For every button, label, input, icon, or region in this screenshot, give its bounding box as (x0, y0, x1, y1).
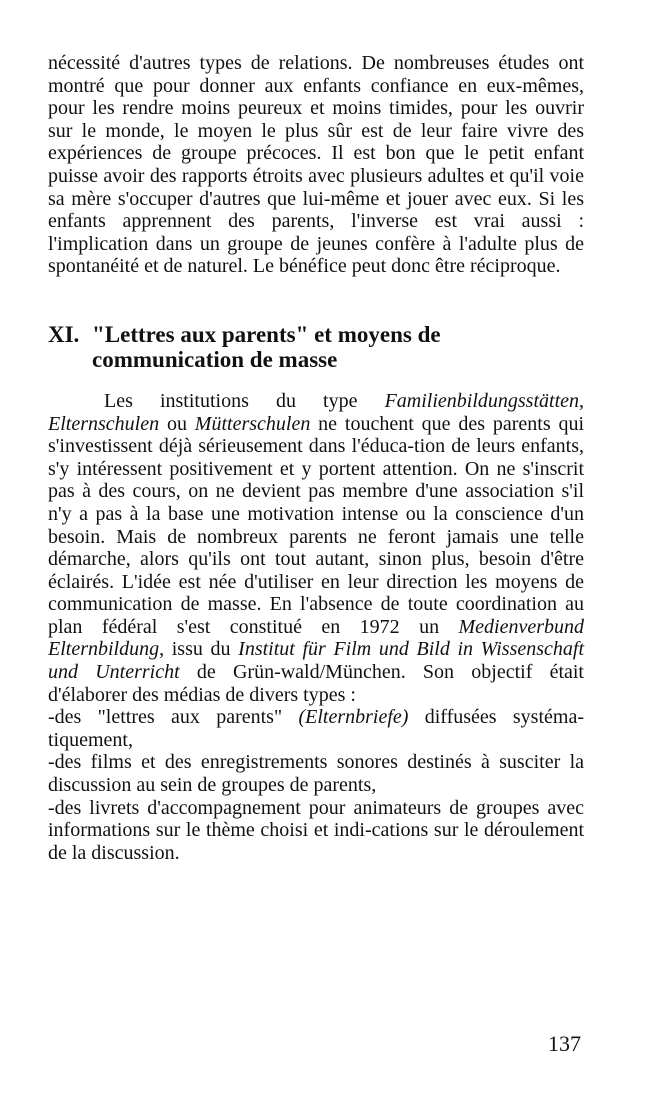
list-item-films: -des films et des enregistrements sonores destinés à susciter la discussion au sein de groupes de parents, (48, 751, 584, 797)
text-run: , (579, 389, 584, 412)
section-title (92, 322, 584, 372)
paragraph-institutions (48, 390, 584, 706)
italic-term: Mütterschulen (194, 412, 311, 435)
paragraph-intro: nécessité d'autres types de relations. De nombreuses études ont montré que pour donner aux enfants confiance en eux-mêmes, pour les rendre moins peureux et moins timides, pour les ouvrir sur le monde, le moyen le plus sûr est de leur faire vivre des expériences de groupe précoces. Il est bon que le petit enfant puisse avoir des rapports étroits avec plusieurs adultes et qu'il voie sa mère s'occuper d'autres que lui-même et jouer avec eux. Si les enfants apprennent des parents, l'inverse est vrai aussi : l'implication dans un groupe de jeunes confère à l'adulte plus de spontanéité et de naturel. Le bénéfice peut donc être réciproque. (48, 52, 584, 278)
italic-term: Institut für Film und Bild in Wissenschaft und Unterricht (48, 638, 584, 684)
text-run: -des "lettres aux parents" (48, 706, 299, 729)
italic-term: Medienverbund Elternbildung (48, 615, 584, 661)
text-run: ne touchent que des parents qui s'investissent déjà sérieusement dans l'éduca-tion de leurs enfants, s'y intéressent positivement et y portent attention. On ne s'inscrit pas à des cours, on ne devient pas membre d'une association s'il n'y a pas à la base une motivation intense ou la conscience d'un besoin. Mais de nombreux parents ne feront jamais une telle démarche, alors qu'ils ont tout autant, sinon plus, besoin d'être éclairés. L'idée est née d'utiliser en leur direction les moyens de communication de masse. En l'absence de toute coordination au plan fédéral s'est constitué en 1972 un (48, 412, 585, 638)
italic-term: Elternschulen (48, 412, 160, 435)
list-item-booklets: -des livrets d'accompagnement pour animateurs de groupes avec informations sur le thème choisi et indi-cations sur le déroulement de la discussion. (48, 796, 584, 864)
text-run: de Grün-wald/München. Son objectif était d'élaborer des médias de divers types : (48, 661, 584, 706)
text-run: ou (159, 412, 195, 435)
italic-term: (Elternbriefe) (298, 706, 409, 729)
text-run: , issu du (159, 638, 239, 661)
section-heading (48, 322, 584, 372)
section-title-line-2: communication de masse (92, 346, 338, 372)
section-number: XI. (48, 321, 80, 347)
list-item-letters (48, 706, 584, 751)
text-run: diffusées systéma-tiquement, (48, 706, 584, 751)
text-run: Les institutions du type (104, 389, 385, 412)
page-body (48, 52, 584, 864)
section-title-line-1: "Lettres aux parents" et moyens de (92, 321, 441, 347)
page-number: 137 (548, 1031, 581, 1056)
italic-term: Familienbildungsstätten (384, 389, 579, 412)
